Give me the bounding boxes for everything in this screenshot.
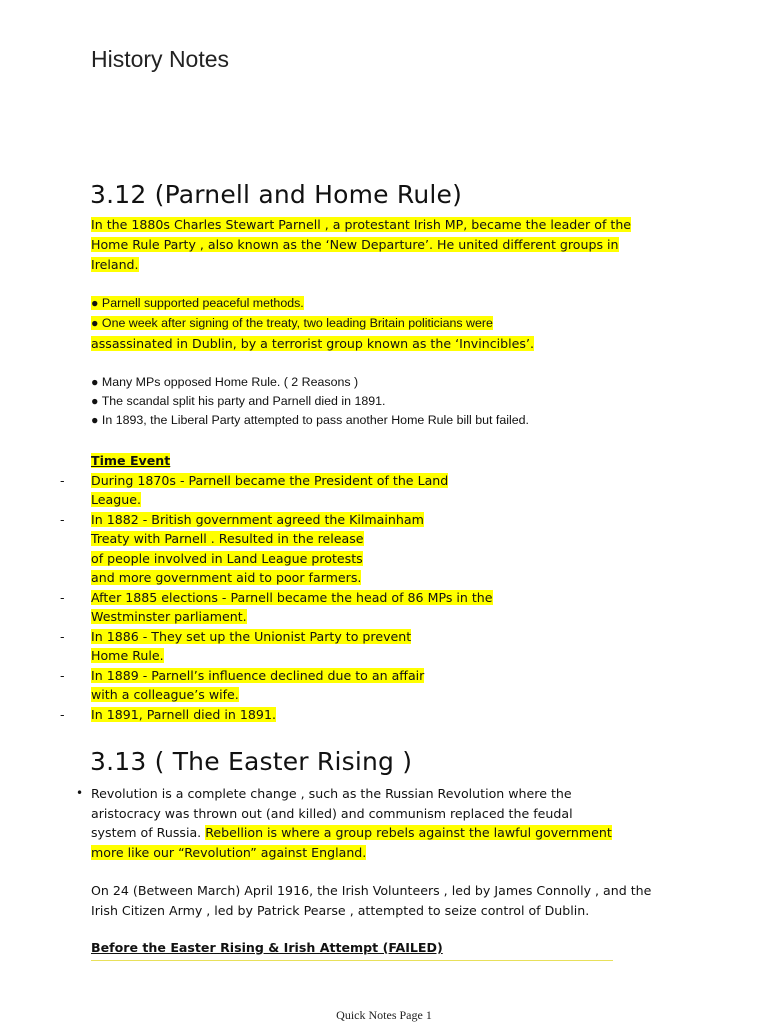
timeline-text: In 1882 - British government agreed the Kilmainham bbox=[91, 511, 424, 527]
bullet-text: ● One week after signing of the treaty, two leading Britain politicians were bbox=[91, 316, 493, 330]
dash-marker: - bbox=[60, 667, 65, 683]
bullet-text: assassinated in Dublin, by a terrorist group known as the ‘Invincibles’. bbox=[91, 336, 534, 351]
timeline-item bbox=[60, 588, 620, 627]
easter-rising-paragraph bbox=[91, 881, 651, 921]
section-heading-3-13: 3.13 ( The Easter Rising ) bbox=[90, 747, 413, 776]
intro-line: In the 1880s Charles Stewart Parnell , a protestant Irish MP, became the leader of the bbox=[91, 217, 632, 232]
timeline-text: After 1885 elections - Parnell became the head of 86 MPs in the bbox=[91, 589, 493, 605]
bullet-line bbox=[91, 334, 534, 353]
timeline-text: In 1886 - They set up the Unionist Party to prevent bbox=[91, 628, 412, 644]
timeline-item bbox=[60, 510, 620, 588]
timeline bbox=[60, 451, 620, 724]
timeline-item bbox=[60, 471, 620, 510]
subheading-before-rising: Before the Easter Rising & Irish Attempt (FAILED) bbox=[91, 940, 443, 955]
timeline-item bbox=[60, 627, 620, 666]
heading-divider bbox=[91, 960, 613, 961]
timeline-text: of people involved in Land League protests bbox=[91, 550, 363, 566]
bullet-line: ● The scandal split his party and Parnell died in 1891. bbox=[91, 394, 386, 408]
bullet-line bbox=[91, 294, 304, 313]
bullet-line: aristocracy was thrown out (and killed) and communism replaced the feudal bbox=[91, 805, 573, 821]
dash-marker: - bbox=[60, 511, 65, 527]
timeline-text: Westminster parliament. bbox=[91, 609, 247, 624]
bullet-line bbox=[91, 314, 493, 333]
section-heading-3-12: 3.12 (Parnell and Home Rule) bbox=[90, 180, 463, 209]
bullet-text: ● Parnell supported peaceful methods. bbox=[91, 296, 304, 310]
timeline-text: with a colleague’s wife. bbox=[91, 687, 239, 702]
bullet-line bbox=[91, 843, 636, 863]
timeline-item bbox=[60, 666, 620, 705]
bullet-plain-text: system of Russia. bbox=[91, 825, 206, 840]
bullet-highlight-text: Rebellion is where a group rebels against the lawful government bbox=[205, 825, 612, 840]
timeline-text: Treaty with Parnell . Resulted in the release bbox=[91, 531, 364, 546]
intro-line: Home Rule Party , also known as the ‘New Departure’. He united different groups in bbox=[91, 237, 619, 252]
bullet-highlight-text: more like our “Revolution” against England. bbox=[91, 844, 367, 860]
bullet-line: Revolution is a complete change , such as the Russian Revolution where the bbox=[91, 786, 572, 801]
dash-marker: - bbox=[60, 706, 65, 722]
bullet-line: ● Many MPs opposed Home Rule. ( 2 Reasons ) bbox=[91, 375, 359, 389]
intro-paragraph bbox=[91, 215, 631, 275]
revolution-bullet bbox=[76, 784, 636, 862]
intro-line: Ireland. bbox=[91, 257, 139, 272]
timeline-text: League. bbox=[91, 492, 141, 507]
bullet-line bbox=[91, 823, 636, 843]
paragraph-line: On 24 (Between March) April 1916, the Irish Volunteers , led by James Connolly , and the bbox=[91, 883, 652, 898]
timeline-text: In 1889 - Parnell’s influence declined due to an affair bbox=[91, 667, 425, 683]
dash-marker: - bbox=[60, 628, 65, 644]
timeline-item bbox=[60, 705, 620, 725]
page-footer: Quick Notes Page 1 bbox=[336, 1008, 432, 1022]
timeline-text: In 1891, Parnell died in 1891. bbox=[91, 706, 276, 722]
timeline-text: Home Rule. bbox=[91, 648, 164, 663]
page-title: History Notes bbox=[91, 46, 230, 72]
dash-marker: - bbox=[60, 589, 65, 605]
timeline-text: During 1870s - Parnell became the President of the Land bbox=[91, 472, 449, 488]
paragraph-line: Irish Citizen Army , led by Patrick Pearse , attempted to seize control of Dublin. bbox=[91, 903, 590, 918]
timeline-text: and more government aid to poor farmers. bbox=[91, 570, 362, 585]
bullet-dot-icon: • bbox=[76, 786, 84, 800]
dash-marker: - bbox=[60, 472, 65, 488]
timeline-heading bbox=[91, 451, 620, 471]
bullet-line: ● In 1893, the Liberal Party attempted to pass another Home Rule bill but failed. bbox=[91, 413, 529, 427]
timeline-heading-text: Time Event bbox=[91, 453, 171, 468]
